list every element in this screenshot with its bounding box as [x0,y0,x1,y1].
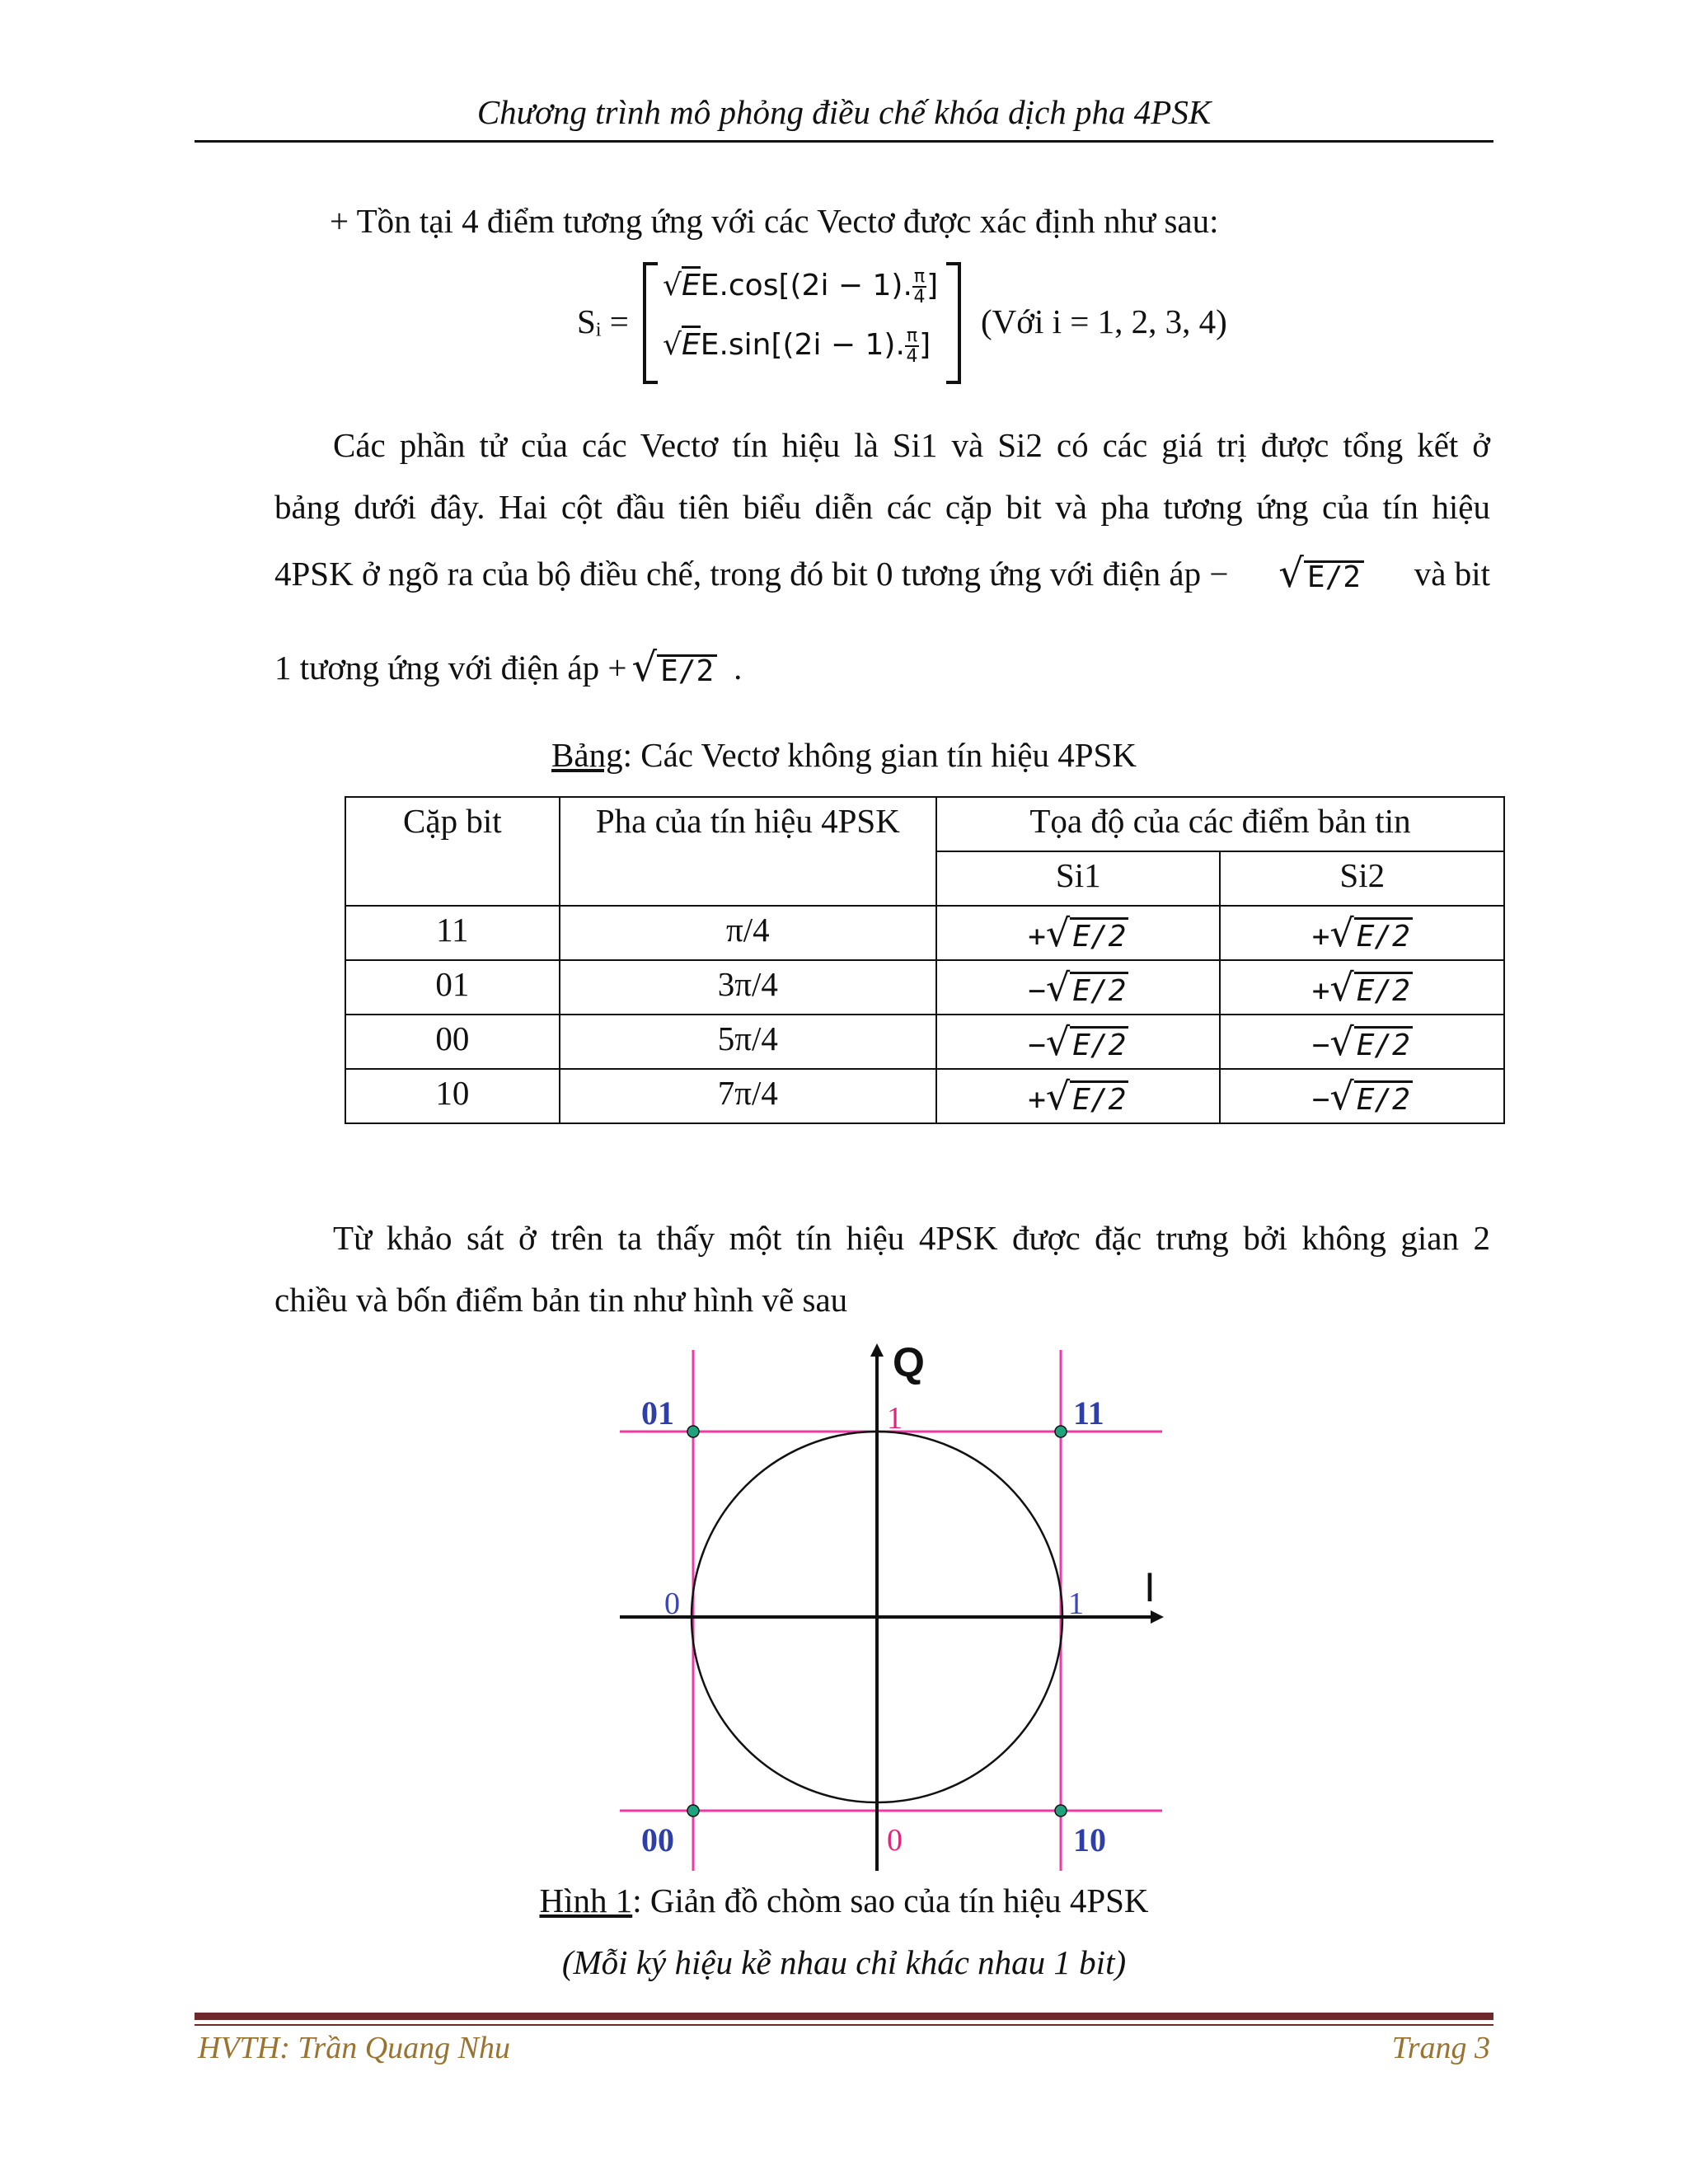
paragraph1-line3: 4PSK ở ngõ ra của bộ điều chế, trong đó bit 0 tương ứng với điện áp − √ E/2 và bit [274,551,1490,597]
footer-page-number: Trang 3 [1391,2031,1490,2065]
cell-bits: 10 [345,1069,560,1123]
figure-caption-note: (Mỗi ký hiệu kề nhau chỉ khác nhau 1 bit) [561,1943,1127,1981]
header-divider [195,140,1493,143]
header-coords: Tọa độ của các điểm bản tin [936,797,1504,851]
constellation-point-10 [1055,1805,1067,1816]
table-row [345,1069,1504,1123]
constellation-point-00 [687,1805,699,1816]
paragraph1-line1: Các phần tử của các Vectơ tín hiệu là Si1 và Si2 có các giá trị được tổng kết ở [333,426,1490,464]
cell-bits: 01 [345,960,560,1015]
cell-s1: −√E/2 [936,960,1220,1015]
footer-divider-thin [195,2024,1493,2026]
cell-s1: −√E/2 [936,1015,1220,1069]
i-axis-arrow-icon [1151,1610,1164,1624]
constellation-diagram [610,1335,1187,1871]
header-s2: Si2 [1220,851,1504,906]
footer-divider-thick [195,2013,1493,2020]
table-row [345,960,1504,1015]
i-axis-label: I [1144,1564,1156,1610]
cell-phase: 5π/4 [560,1015,936,1069]
table-caption: Bảng: Các Vectơ không gian tín hiệu 4PSK [551,736,1137,774]
vector-formula [577,262,1253,386]
header-bits: Cặp bit [345,797,560,906]
bits-label-top-right: 11 [1073,1394,1104,1432]
cell-bits: 11 [345,906,560,960]
page-header-title: Chương trình mô phỏng điều chế khóa dịch pha 4PSK [476,93,1212,131]
sqrt-icon: √ [663,269,682,303]
paragraph2-line2: chiều và bốn điểm bản tin như hình vẽ sau [274,1281,848,1319]
formula-lhs: Sᵢ = [577,302,629,340]
q-tick-bottom: 0 [887,1823,903,1858]
q-tick-top: 1 [887,1401,903,1436]
i-tick-left: 0 [664,1586,680,1621]
cell-s2: −√E/2 [1220,1069,1504,1123]
header-phase: Pha của tín hiệu 4PSK [560,797,936,906]
footer-author: HVTH: Trần Quang Nhu [198,2031,510,2065]
sqrt-expression: √ E/2 [632,648,718,687]
bits-label-top-left: 01 [641,1394,674,1432]
cell-phase: 7π/4 [560,1069,936,1123]
cell-s1: +√E/2 [936,906,1220,960]
table-header-row [345,797,1504,851]
bits-label-bottom-right: 10 [1073,1821,1106,1858]
cell-phase: π/4 [560,906,936,960]
formula-row-cos: √EE.cos[(2i − 1). $\frac{\pi}{4}$] [663,266,939,308]
formula-right-bracket [946,262,961,384]
cell-s2: +√E/2 [1220,960,1504,1015]
signal-vector-table [345,796,1505,1124]
paragraph2-line1: Từ khảo sát ở trên ta thấy một tín hiệu 4PSK được đặc trưng bởi không gian 2 [333,1219,1490,1257]
constellation-point-01 [687,1426,699,1437]
cell-phase: 3π/4 [560,960,936,1015]
i-tick-right: 1 [1068,1586,1084,1621]
paragraph1-line2: bảng dưới đây. Hai cột đầu tiên biểu diễn các cặp bit và pha tương ứng của tín hiệu [274,488,1490,526]
table-row [345,1015,1504,1069]
formula-left-bracket [643,262,658,384]
intro-line: + Tồn tại 4 điểm tương ứng với các Vectơ được xác định như sau: [330,202,1219,240]
sqrt-expression: √ E/2 [1278,554,1364,593]
cell-bits: 00 [345,1015,560,1069]
cell-s2: −√E/2 [1220,1015,1504,1069]
paragraph1-line4: 1 tương ứng với điện áp + √ E/2 . [274,644,743,691]
figure-caption: Hình 1: Giản đồ chòm sao của tín hiệu 4PSK [539,1882,1149,1919]
formula-row-sin: √EE.sin[(2i − 1). $\frac{\pi}{4}$] [663,326,931,368]
sqrt-icon: √ [663,328,682,363]
header-s1: Si1 [936,851,1220,906]
q-axis-label: Q [893,1339,925,1385]
cell-s1: +√E/2 [936,1069,1220,1123]
formula-note: (Với i = 1, 2, 3, 4) [981,302,1227,340]
constellation-point-11 [1055,1426,1067,1437]
cell-s2: +√E/2 [1220,906,1504,960]
q-axis-arrow-icon [870,1343,884,1357]
table-row [345,906,1504,960]
bits-label-bottom-left: 00 [641,1821,674,1858]
